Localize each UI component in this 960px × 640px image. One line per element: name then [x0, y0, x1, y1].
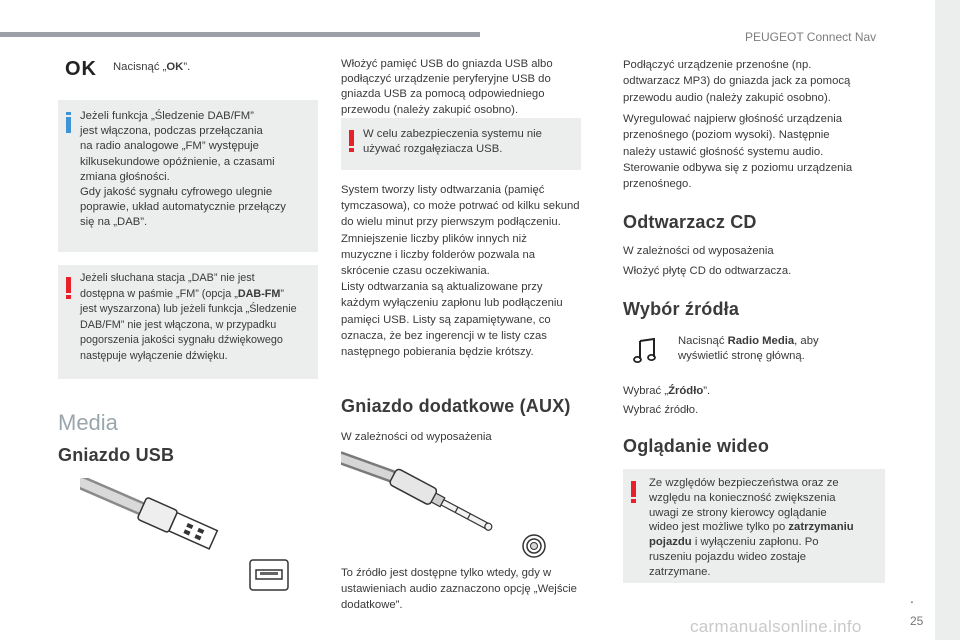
warning-icon — [631, 481, 636, 503]
info-note-text: Jeżeli funkcja „Śledzenie DAB/FM” jest włączona, podczas przełączania na radio analogowe „FM” występuje kilkusekundowe opóźnienie, a czasami zmiana głośności. Gdy jakość sygnału cyfrowego ulegnie poprawie, układ automatycznie przełączy się na „DAB”. — [80, 110, 286, 229]
warning-note-video — [623, 469, 885, 583]
header-title: PEUGEOT Connect Nav — [745, 30, 877, 44]
heading-usb: Gniazdo USB — [58, 445, 175, 465]
heading-video: Oglądanie wideo — [623, 436, 770, 456]
info-note-dab — [58, 100, 318, 252]
volume-text: Wyregulować najpierw głośność urządzenia przenośnego (poziom wysoki). Następnie należy ustawić głośność systemu audio. Sterowanie odbywa się z poziomu urządzenia przenośnego. — [623, 113, 853, 191]
page-number: 25 — [910, 614, 924, 628]
select-source-text: Wybrać źródło. — [623, 404, 699, 416]
music-note-icon — [633, 338, 657, 364]
section-title-media: Media — [58, 410, 118, 435]
warning-icon — [66, 277, 71, 299]
jack-plug-illustration — [341, 448, 561, 560]
warning-note-text: Jeżeli słuchana stacja „DAB” nie jest dostępna w paśmie „FM” (opcja „DAB-FM” jest wyszarzona) lub jeżeli funkcja „Śledzenie DAB/FM” nie jest włączona, w przypadku pogorszenia jakości sygnału dźwiękowego następuje wyłączenie dźwięku. — [80, 272, 297, 362]
radio-media-step: Nacisnąć Radio Media, aby wyświetlić stronę główną. — [678, 335, 819, 363]
aux-equipment-text: W zależności od wyposażenia — [341, 431, 492, 443]
aux-source-text: To źródło jest dostępne tylko wtedy, gdy w ustawieniach audio zaznaczono opcję „Wejście dodatkowe”. — [341, 567, 577, 612]
usb-plug-illustration — [80, 478, 300, 598]
page-continuation-mark: . — [910, 590, 914, 606]
heading-cd: Odtwarzacz CD — [623, 212, 757, 232]
warning-video-text: Ze względów bezpieczeństwa oraz ze względu na konieczność zwiększenia uwagi ze strony kierowcy oglądanie wideo jest możliwe tylko po zatrzymaniu pojazdu i wyłączeniu zapłonu. Po ruszeniu pojazdu wideo zostaje zatrzymane. — [649, 477, 854, 578]
ok-step-text: Nacisnąć „OK”. — [113, 61, 191, 73]
cd-insert-text: Włożyć płytę CD do odtwarzacza. — [623, 265, 792, 277]
warning-note-usb-hub — [341, 118, 581, 170]
heading-aux: Gniazdo dodatkowe (AUX) — [341, 396, 571, 416]
playlist-text: System tworzy listy odtwarzania (pamięć tymczasowa), co może potrwać od kilku sekund do wielu minut przy pierwszym podłączeniu. Zmniejszenie liczby plików innych niż muzyczne i liczby folderów pozwala na skrócenie czasu oczekiwania. Listy odtwarzania są aktualizowane przy każdym wyłączeniu zapłonu lub podłączeniu pamięci USB. Listy są zapamiętywane, co oznacza, że bez ingerencji w te listy czas następnego pobierania będzie krótszy. — [341, 184, 580, 359]
warning-note-dab-fm — [58, 265, 318, 379]
warning-usb-hub-text: W celu zabezpieczenia systemu nie używać rozgałęziacza USB. — [363, 128, 542, 156]
watermark: carmanualsonline.info — [690, 617, 862, 636]
select-source-step: Wybrać „Źródło”. — [623, 385, 711, 397]
header-bar — [0, 32, 480, 37]
cd-equipment-text: W zależności od wyposażenia — [623, 245, 774, 257]
warning-icon — [349, 130, 354, 152]
heading-source: Wybór źródła — [623, 299, 740, 319]
connect-device-text: Podłączyć urządzenie przenośne (np. odtwarzacz MP3) do gniazda jack za pomocą przewodu audio (należy zakupić osobno). — [623, 59, 851, 104]
page-edge-strip — [935, 0, 960, 640]
ok-icon: OK — [65, 58, 97, 80]
info-icon — [66, 112, 71, 133]
usb-intro-text: Włożyć pamięć USB do gniazda USB albo podłączyć urządzenie peryferyjne USB do gniazda USB za pomocą odpowiedniego przewodu (należy zakupić osobno). — [341, 58, 553, 116]
